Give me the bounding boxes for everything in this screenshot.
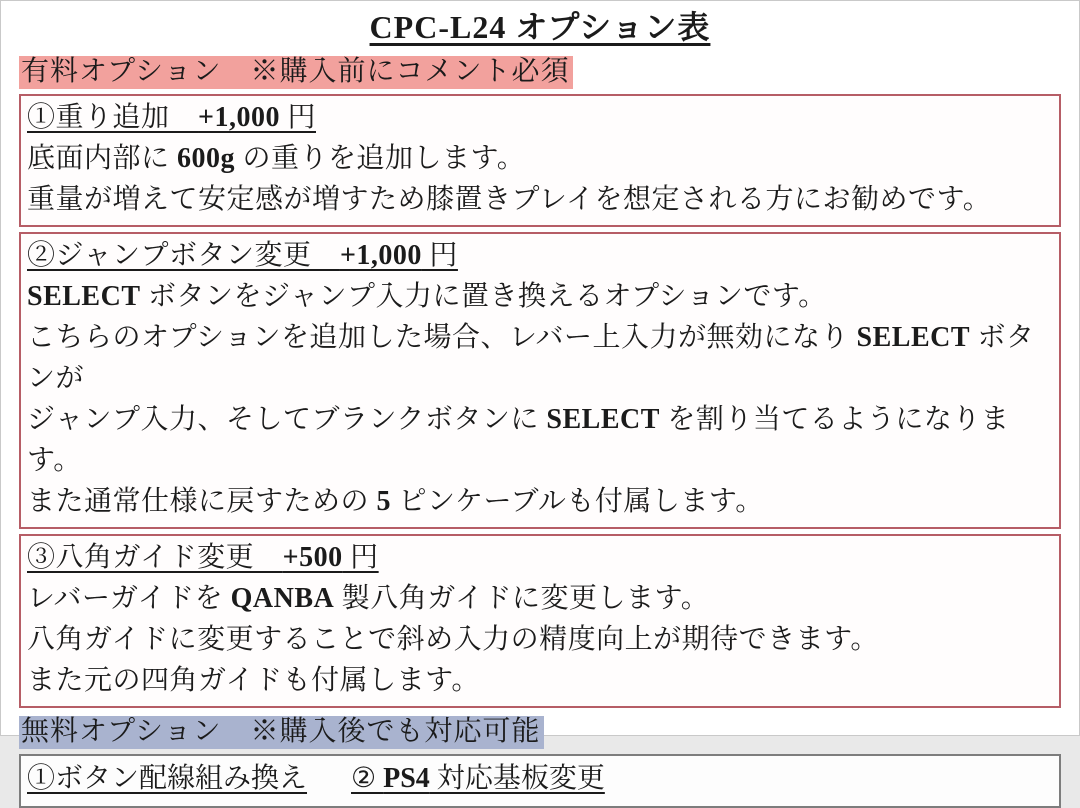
text-run: 製八角ガイドに変更します。 [334, 583, 710, 614]
text-run: QANBA [230, 583, 335, 614]
text-run: +1,000 [339, 240, 422, 271]
option-box [19, 534, 1061, 708]
text-run: の重りを追加します。 [235, 143, 526, 174]
text-run: 対応基板変更 [429, 763, 605, 794]
text-run: PS4 [383, 763, 430, 794]
option-heading-text [27, 102, 316, 133]
text-run: ピンケーブルも付属します。 [391, 486, 764, 517]
paid-section-header-highlight: 有料オプション ※購入前にコメント必須 [19, 56, 573, 89]
paid-options [19, 94, 1061, 708]
page-title-text: CPC-L24 オプション表 [369, 9, 711, 45]
option-heading [27, 235, 1049, 276]
free-option-item [27, 763, 307, 794]
page-title [19, 4, 1061, 50]
text-run: ボタンが [27, 322, 1035, 394]
option-line [27, 660, 1049, 701]
option-heading [27, 97, 1049, 138]
text-run: SELECT [856, 322, 971, 353]
option-line [27, 481, 1049, 522]
option-line [27, 179, 1049, 220]
option-line [27, 138, 1049, 179]
text-run: 底面内部に [27, 143, 178, 174]
text-run: ② [351, 763, 384, 794]
text-run: SELECT [27, 281, 141, 312]
option-box [19, 232, 1061, 529]
text-run: ①ボタン配線組み換え [27, 763, 308, 794]
option-line [27, 317, 1049, 399]
text-run: 円 [342, 542, 379, 573]
text-run: 5 [376, 486, 392, 517]
text-run: +1,000 [198, 102, 280, 133]
option-line [27, 399, 1049, 481]
free-section-header-highlight: 無料オプション ※購入後でも対応可能 [19, 716, 544, 749]
text-run: こちらのオプションを追加した場合、レバー上入力が無効になり [27, 322, 857, 353]
text-run: レバーガイドを [27, 583, 231, 614]
text-run: 八角ガイドに変更することで斜め入力の精度向上が期待できます。 [27, 624, 879, 655]
text-run: SELECT [546, 404, 660, 435]
text-run: また元の四角ガイドも付属します。 [27, 665, 480, 696]
text-run: +500 [282, 542, 343, 573]
paid-section-header [19, 53, 1061, 91]
option-line [27, 578, 1049, 619]
text-run: 円 [421, 240, 458, 271]
free-section-header [19, 713, 1061, 751]
free-option-item [351, 763, 605, 794]
text-run: 円 [279, 102, 316, 133]
text-run: ③八角ガイド変更 [27, 542, 283, 573]
option-heading-text [27, 542, 379, 573]
text-run: ジャンプ入力、そしてブランクボタンに [27, 404, 547, 435]
option-heading [27, 537, 1049, 578]
free-option-box [19, 754, 1061, 808]
text-run: を割り当てるようになります。 [27, 404, 1010, 476]
text-run: また通常仕様に戻すための [27, 486, 377, 517]
option-box [19, 94, 1061, 227]
text-run: ボタンをジャンプ入力に置き換えるオプションです。 [140, 281, 827, 312]
option-line [27, 276, 1049, 317]
text-run: ②ジャンプボタン変更 [27, 240, 340, 271]
option-heading-text [27, 240, 458, 271]
text-run: 重量が増えて安定感が増すため膝置きプレイを想定される方にお勧めです。 [27, 184, 992, 215]
text-run: ①重り追加 [27, 102, 199, 133]
option-line [27, 619, 1049, 660]
text-run: 600g [177, 143, 236, 174]
